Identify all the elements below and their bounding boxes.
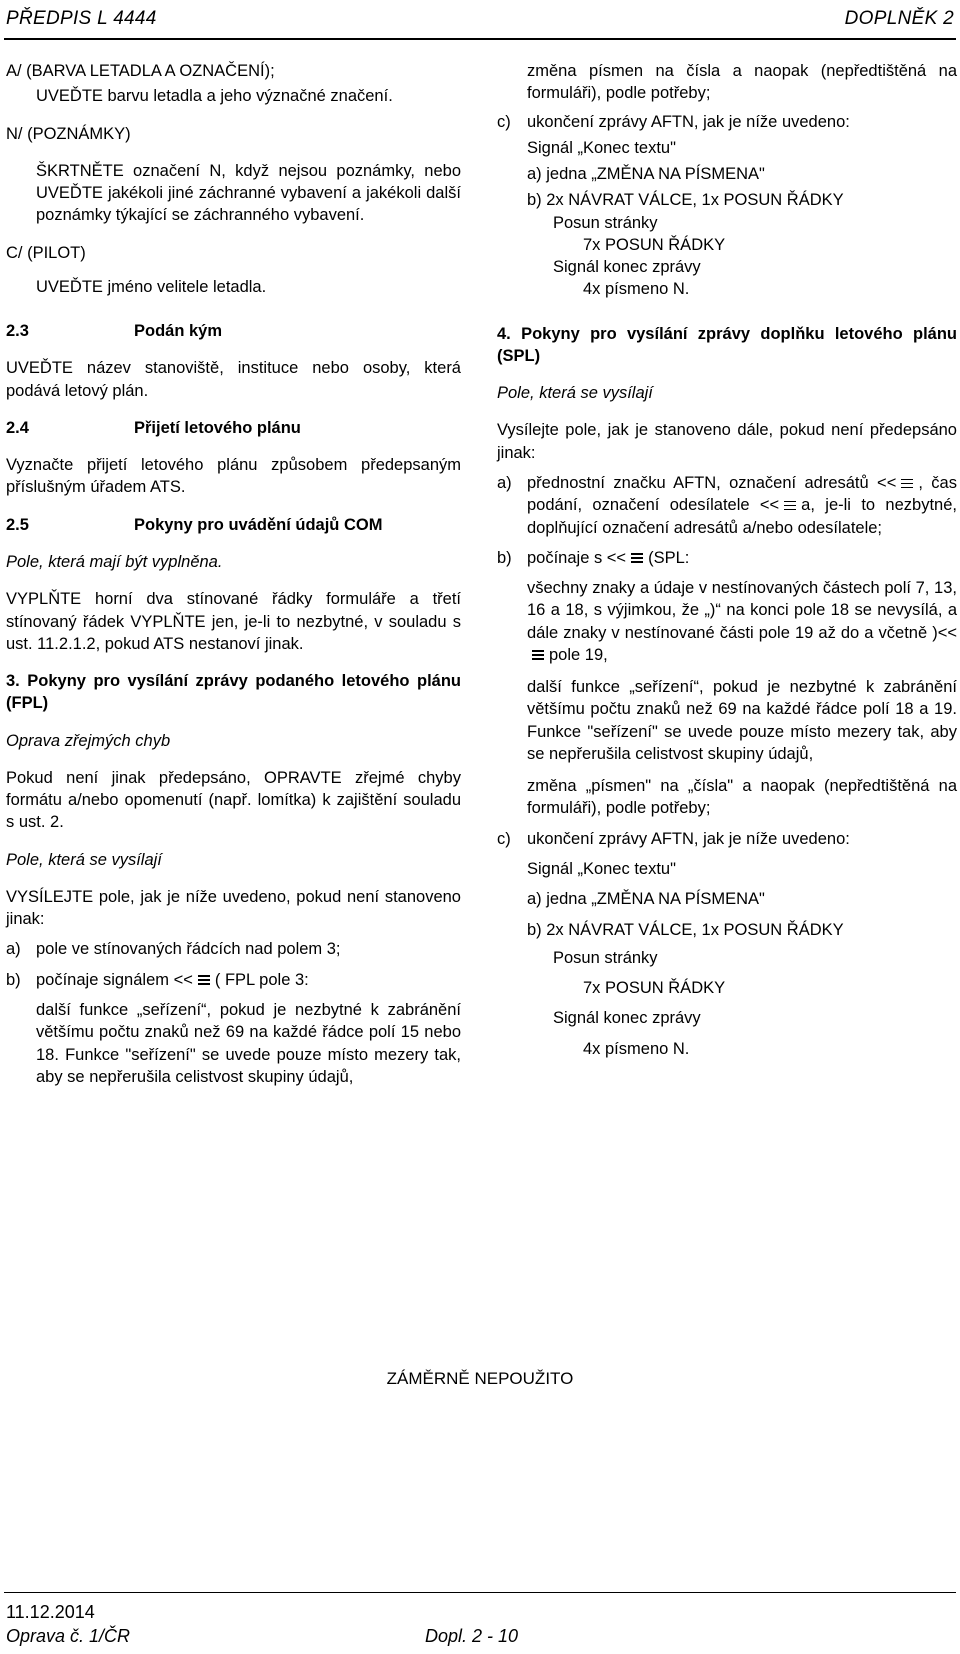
item-text-part: a, je-li to nezbytné, doplňující označení adresátů a/nebo odesílatele;: [527, 496, 957, 537]
para-text-part: pole 19,: [549, 645, 608, 664]
section-title: Podán kým: [134, 322, 223, 341]
triple-line-symbol-icon: [782, 500, 798, 512]
section-3-item-b-text: další funkce „seřízení“, pokud je nezbytné k zabránění většímu počtu znaků než 69 na každé řádce polí 15 nebo 18. Funkce "seřízení" se uvede pouze místo mezery tak, aby se nepřerušila celistvost skupiny údajů,: [36, 1000, 461, 1086]
para-text-part: všechny znaky a údaje v nestínovaných částech polí 7, 13, 16 a 18, s výjimkou, že „)“ na konci pole 18 se nevysílá, a dále znaky v nestínované části pole 19 až do a včetně )<<: [527, 579, 957, 642]
section-3-subtitle-fields: Pole, která se vysílají: [6, 850, 162, 869]
header-title: PŘEDPIS L 4444: [6, 8, 157, 29]
section-4-item-b: [497, 547, 957, 569]
section-4-item-c: [497, 828, 957, 850]
section-3-item-a: [6, 938, 461, 960]
item-text: [36, 969, 461, 991]
item-text: [527, 547, 957, 569]
section-3-fields-text: VYSÍLEJTE pole, jak je níže uvedeno, pokud není stanoveno jinak:: [6, 887, 461, 929]
section-3-subtitle-corrections: Oprava zřejmých chyb: [6, 731, 171, 750]
triple-line-symbol-icon: [629, 552, 645, 564]
item-text-part: ( FPL pole 3:: [214, 970, 309, 989]
signal-letters-n: 4x písmeno N.: [583, 280, 690, 299]
section-2-5-subtitle: Pole, která mají být vyplněna.: [6, 552, 223, 571]
triple-line-symbol-icon: [530, 649, 546, 661]
footer-page-number: Dopl. 2 - 10: [425, 1626, 519, 1646]
item-label: c): [497, 829, 511, 848]
item-text-part: přednostní značku AFTN, označení adresátů <<: [527, 473, 897, 492]
signal-step-b: b) 2x NÁVRAT VÁLCE, 1x POSUN ŘÁDKY: [527, 191, 844, 210]
header-divider: [4, 38, 956, 40]
section-2-3-heading: [6, 320, 461, 342]
item-text: ukončení zprávy AFTN, jak je níže uvedeno:: [527, 829, 850, 848]
signal-line-feeds: 7x POSUN ŘÁDKY: [583, 235, 726, 254]
item-label: a): [497, 473, 512, 492]
field-c-text: UVEĎTE jméno velitele letadla.: [36, 277, 267, 296]
section-2-3-text: UVEĎTE název stanoviště, instituce nebo osoby, která podává letový plán.: [6, 359, 461, 400]
footer-amendment: Oprava č. 1/ČR: [6, 1626, 131, 1646]
field-n-text: ŠKRTNĚTE označení N, když nejsou poznámky, nebo UVEĎTE jakékoli jiné záchranné vybavení a jakékoli další poznámky týkající se záchranného vybavení.: [36, 161, 461, 225]
signal-end-of-message: Signál konec zprávy: [553, 258, 701, 277]
triple-line-symbol-icon: [899, 478, 915, 490]
intentionally-unused-note: ZÁMĚRNĚ NEPOUŽITO: [386, 1369, 574, 1388]
item-label: a): [6, 940, 21, 959]
section-4-item-a: [497, 472, 957, 539]
item-text: pole ve stínovaných řádcích nad polem 3;: [36, 940, 341, 959]
section-number: 2.5: [6, 515, 29, 534]
section-3-heading: 3. Pokyny pro vysílání zprávy podaného letového plánu (FPL): [6, 672, 461, 713]
right-column: [497, 60, 957, 1060]
section-4-item-b-para3: změna „písmen" na „čísla" a naopak (nepředtištěná na formuláři), podle potřeby;: [527, 777, 957, 818]
footer-date: 11.12.2014: [6, 1602, 95, 1622]
section-4-item-b-para2: další funkce „seřízení“, pokud je nezbytné k zabránění většímu počtu znaků než 69 na každé řádce polí 18 a 19. Funkce "seřízení" se uvede pouze místo mezery tak, aby se nepřerušila celistvost skupiny údajů,: [527, 678, 957, 763]
item-text-part: (SPL:: [648, 548, 690, 567]
section-2-5-text: VYPLŇTE horní dva stínované řádky formuláře a třetí stínovaný řádek VYPLŇTE jen, je-li to nezbytné, v souladu s ust. 11.2.1.2, pokud ATS nestanoví jinak.: [6, 590, 461, 653]
item-text-part: , čas podání, označení odesílatele <<: [527, 473, 957, 515]
signal-end-of-text: Signál „Konec textu": [527, 859, 676, 878]
section-4-heading: 4. Pokyny pro vysílání zprávy doplňku letového plánu (SPL): [497, 324, 957, 365]
section-number: 2.4: [6, 418, 29, 437]
item-label: b): [6, 970, 21, 989]
section-title: Pokyny pro uvádění údajů COM: [134, 515, 383, 534]
section-4-text: Vysílejte pole, jak je stanoveno dále, pokud není předepsáno jinak:: [497, 421, 957, 462]
section-2-5-heading: [6, 514, 461, 536]
signal-page-feed: Posun stránky: [553, 948, 658, 967]
left-column: [6, 60, 461, 1088]
signal-step-a: a) jedna „ZMĚNA NA PÍSMENA": [527, 890, 765, 909]
header-appendix: DOPLNĚK 2: [844, 8, 954, 29]
signal-letters-n: 4x písmeno N.: [583, 1039, 690, 1058]
section-4-subtitle: Pole, která se vysílají: [497, 384, 653, 403]
signal-step-b: b) 2x NÁVRAT VÁLCE, 1x POSUN ŘÁDKY: [527, 920, 844, 939]
footer-divider: [4, 1592, 956, 1593]
section-3-corrections-text: Pokud není jinak předepsáno, OPRAVTE zřejmé chyby formátu a/nebo opomenutí (např. lomítka) k zajištění souladu s ust. 2.: [6, 768, 461, 832]
field-c-title: C/ (PILOT): [6, 243, 86, 262]
item-text-part: počínaje signálem <<: [36, 970, 193, 989]
item-label: c): [497, 112, 511, 131]
item-text: [527, 472, 957, 539]
signal-end-of-text: Signál „Konec textu": [527, 138, 676, 157]
signal-step-a: a) jedna „ZMĚNA NA PÍSMENA": [527, 165, 765, 184]
signal-line-feeds: 7x POSUN ŘÁDKY: [583, 979, 726, 998]
item-text-part: počínaje s <<: [527, 548, 627, 567]
field-a-text: UVEĎTE barvu letadla a jeho význačné značení.: [36, 87, 393, 106]
section-4-item-b-para1: [497, 577, 957, 666]
section-number: 2.3: [6, 322, 29, 341]
item-text: ukončení zprávy AFTN, jak je níže uvedeno:: [527, 112, 850, 131]
section-2-4-heading: [6, 417, 461, 439]
continued-text: změna písmen na čísla a naopak (nepředtištěná na formuláři), podle potřeby;: [527, 62, 957, 103]
item-label: b): [497, 548, 512, 567]
signal-page-feed: Posun stránky: [553, 213, 658, 232]
triple-line-symbol-icon: [196, 974, 212, 986]
section-2-4-text: Vyznačte přijetí letového plánu způsobem předepsaným příslušným úřadem ATS.: [6, 456, 461, 497]
field-a-title: A/ (BARVA LETADLA A OZNAČENÍ);: [6, 62, 275, 80]
section-title: Přijetí letového plánu: [134, 418, 301, 437]
field-n-title: N/ (POZNÁMKY): [6, 124, 131, 143]
continued-item-c: [497, 111, 957, 133]
signal-end-of-message: Signál konec zprávy: [553, 1009, 701, 1028]
section-3-item-b: [6, 969, 461, 991]
